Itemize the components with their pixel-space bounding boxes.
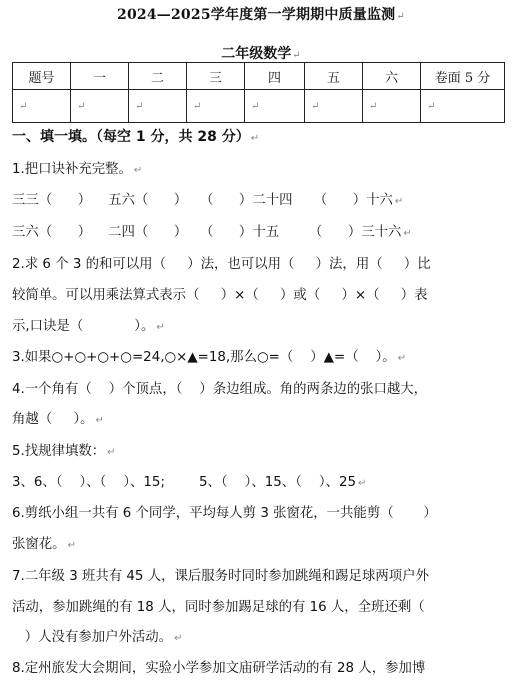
section-heading-text: 一、填一填。（每空 1 分，共 28 分） [12,129,250,145]
question-text: 3、6、（ ）、（ ）、15; 5、（ ）、15、（ ）、25 [12,475,356,490]
question-line [12,471,510,490]
score-header-cell: 题号 [13,63,71,90]
question-text: ）人没有参加户外活动。 [12,630,173,645]
score-value-cell [187,90,245,123]
question-text: 三六（ ） 二四（ ） （ ）十五 （ ）三十六 [12,225,402,240]
exam-title [0,4,522,24]
paragraph-mark-icon: ↵ [95,415,104,426]
question-line [12,626,510,645]
question-line [12,253,510,272]
paragraph-mark-icon: ↵ [250,133,260,144]
paragraph-mark-icon: ↵ [156,322,165,333]
paragraph-mark-icon: ↵ [397,353,407,364]
paragraph-mark-icon: ↵ [133,165,143,176]
question-line [12,596,510,615]
paragraph-mark-icon: ↵ [107,447,116,458]
paragraph-mark-icon: ↵ [135,100,144,112]
question-line [12,502,510,521]
paragraph-mark-icon: ↵ [358,478,367,489]
score-value-cell [13,90,71,123]
question-line [12,189,510,208]
score-table-header-row [13,63,505,90]
question-line [12,221,510,240]
question-line [12,565,510,584]
question-line [12,315,510,334]
question-line [12,378,510,397]
score-header-cell: 四 [245,63,305,90]
question-text: 6.剪纸小组一共有 6 个同学，平均每人剪 3 张窗花，一共能剪（ ） [12,506,437,521]
paragraph-mark-icon: ↵ [67,540,76,551]
score-value-cell [363,90,421,123]
exam-subtitle [0,43,522,63]
question-line [12,408,510,427]
question-text: 8.定州旅发大会期间，实验小学参加文庙研学活动的有 28 人，参加博 [12,661,426,676]
paragraph-mark-icon: ↵ [251,100,260,112]
score-header-cell: 六 [363,63,421,90]
question-text: 较简单。可以用乘法算式表示（ ）×（ ）或（ ）×（ ）表 [12,288,428,303]
question-text: 2.求 6 个 3 的和可以用（ ）法，也可以用（ ）法，用（ ）比 [12,257,431,272]
paragraph-mark-icon: ↵ [369,100,378,112]
question-text: 1.把口诀补充完整。 [12,162,132,177]
exam-title-text: 2024—2025学年度第一学期期中质量监测 [117,7,396,23]
paragraph-mark-icon: ↵ [19,100,28,112]
question-line [12,533,510,552]
question-text: 5.找规律填数： [12,444,106,459]
question-line [12,158,510,177]
question-text: 活动，参加跳绳的有 18 人，同时参加踢足球的有 16 人，全班还剩（ [12,600,425,615]
score-header-cell: 一 [71,63,129,90]
paragraph-mark-icon: ↵ [311,100,320,112]
paragraph-mark-icon: ↵ [396,11,405,22]
paragraph-mark-icon: ↵ [292,50,301,61]
score-header-cell: 二 [129,63,187,90]
score-value-cell [245,90,305,123]
question-line [12,284,510,303]
paragraph-mark-icon: ↵ [193,100,202,112]
question-line [12,346,510,365]
paragraph-mark-icon: ↵ [77,100,86,112]
paragraph-mark-icon: ↵ [427,100,436,112]
question-text: 4.一个角有（ ）个顶点，（ ）条边组成。角的两条边的张口越大， [12,382,428,397]
question-text: 角越（ ）。 [12,412,94,427]
question-line [12,440,510,459]
question-text: 3.如果○+○+○+○=24,○×▲=18,那么○=（ ）▲=（ ）。 [12,350,396,365]
exam-subtitle-text: 二年级数学 [221,46,292,62]
score-table-value-row [13,90,505,123]
score-value-cell [421,90,505,123]
question-line [12,657,510,676]
question-text: 张窗花。 [12,537,66,552]
score-value-cell [71,90,129,123]
score-header-cell: 三 [187,63,245,90]
paragraph-mark-icon: ↵ [403,228,412,239]
score-value-cell [305,90,363,123]
question-text: 示,口诀是（ ）。 [12,319,155,334]
score-table [12,62,505,123]
section-heading [12,126,259,146]
question-text: 7.二年级 3 班共有 45 人，课后服务时同时参加跳绳和踢足球两项户外 [12,569,429,584]
paragraph-mark-icon: ↵ [174,633,183,644]
question-text: 三三（ ） 五六（ ） （ ）二十四 （ ）十六 [12,193,393,208]
score-value-cell [129,90,187,123]
paragraph-mark-icon: ↵ [394,196,404,207]
score-header-cell: 卷面 5 分 [421,63,505,90]
score-header-cell: 五 [305,63,363,90]
